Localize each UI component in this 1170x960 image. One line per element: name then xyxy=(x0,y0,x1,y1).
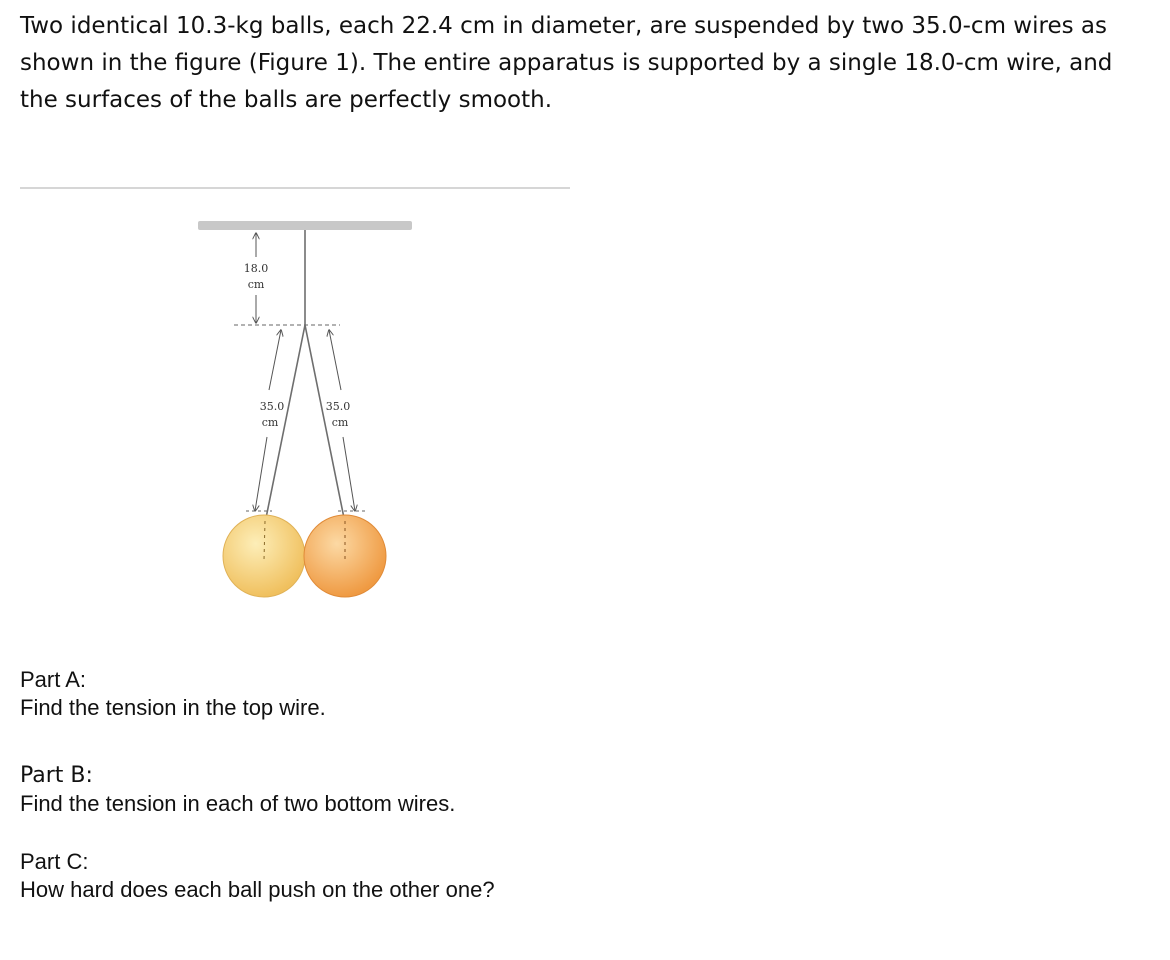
apparatus-diagram xyxy=(190,215,420,610)
part-c-question: How hard does each ball push on the other one? xyxy=(20,877,495,902)
ceiling-bar xyxy=(198,221,412,230)
left-wire-length-value: 35.0 xyxy=(259,400,285,413)
top-wire-length-unit: cm xyxy=(247,278,265,291)
right-wire-length-unit: cm xyxy=(331,416,349,429)
figure-1 xyxy=(190,215,420,610)
part-a-label: Part A: xyxy=(20,667,87,692)
left-dimension-arrow-upper xyxy=(269,330,281,390)
top-wire-length-value: 18.0 xyxy=(243,262,269,275)
part-c-label: Part C: xyxy=(20,849,89,874)
part-a-question: Find the tension in the top wire. xyxy=(20,695,326,720)
part-a xyxy=(20,666,326,722)
left-wire-length-unit: cm xyxy=(261,416,279,429)
divider-line xyxy=(20,187,570,189)
left-dimension-arrow-lower xyxy=(255,437,267,511)
part-c xyxy=(20,848,495,904)
part-b-question: Find the tension in each of two bottom wires. xyxy=(20,791,456,816)
problem-statement: Two identical 10.3-kg balls, each 22.4 cm in diameter, are suspended by two 35.0-cm wires as shown in the figure (Figure 1). The entire apparatus is supported by a single 18.0-cm wire, and the surfaces of the balls are perfectly smooth. xyxy=(20,13,1113,113)
right-dimension-arrow-upper xyxy=(329,330,341,390)
right-dimension-arrow-lower xyxy=(343,437,355,511)
part-b-label: Part B: xyxy=(20,763,93,788)
part-b xyxy=(20,762,455,818)
right-wire-length-value: 35.0 xyxy=(325,400,351,413)
